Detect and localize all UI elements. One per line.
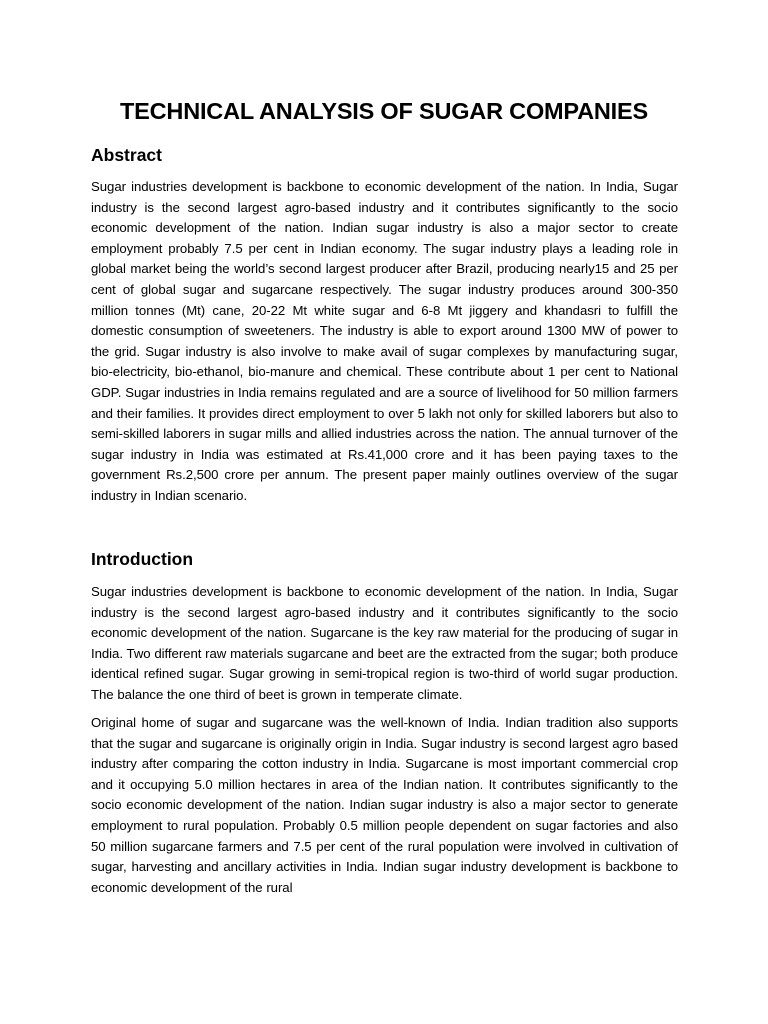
introduction-heading: Introduction [91, 549, 194, 569]
introduction-paragraph-1: Sugar industries development is backbone to economic development of the nation. In India, Sugar industry is the second largest agro-based industry and it contributes significantly to the socio economic development of the nation. Sugarcane is the key raw material for the producing of sugar in India. Two different raw materials sugarcane and beet are the extracted from the sugar; both produce identical refined sugar. Sugar growing in semi-tropical region is two-third of world sugar production. The balance the one third of beet is grown in temperate climate. [91, 584, 678, 702]
document-title: TECHNICAL ANALYSIS OF SUGAR COMPANIES [120, 98, 648, 124]
abstract-heading: Abstract [91, 145, 162, 165]
introduction-paragraph-2: Original home of sugar and sugarcane was the well-known of India. Indian tradition also supports that the sugar and sugarcane is originally origin in India. Sugar industry is second largest agro based industry after comparing the cotton industry in India. Sugarcane is most important commercial crop and it occupying 5.0 million hectares in area of the Indian nation. It contributes significantly to the socio economic development of the nation. Indian sugar industry is also a major sector to generate employment to rural population. Probably 0.5 million people dependent on sugar factories and also 50 million sugarcane farmers and 7.5 per cent of the rural population were involved in cultivation of sugar, harvesting and ancillary activities in India. Indian sugar industry development is backbone to economic development of the rural [91, 715, 678, 895]
abstract-paragraph: Sugar industries development is backbone to economic development of the nation. In India, Sugar industry is the second largest agro-based industry and it contributes significantly to the socio economic development of the nation. Indian sugar industry is also a major sector to create employment probably 7.5 per cent in Indian economy. The sugar industry plays a leading role in global market being the world’s second largest producer after Brazil, producing nearly15 and 25 per cent of global sugar and sugarcane respectively. The sugar industry produces around 300-350 million tonnes (Mt) cane, 20-22 Mt white sugar and 6-8 Mt jiggery and khandasri to fulfill the domestic consumption of sweeteners. The industry is able to export around 1300 MW of power to the grid. Sugar industry is also involve to make avail of sugar complexes by manufacturing sugar, bio-electricity, bio-ethanol, bio-manure and chemical. These contribute about 1 per cent to National GDP. Sugar industries in India remains regulated and are a source of livelihood for 50 million farmers and their families. It provides direct employment to over 5 lakh not only for skilled laborers but also to semi-skilled laborers in sugar mills and allied industries across the nation. The annual turnover of the sugar industry in India was estimated at Rs.41,000 crore and it has been paying taxes to the government Rs.2,500 crore per annum. The present paper mainly outlines overview of the sugar industry in Indian scenario. [91, 179, 678, 503]
